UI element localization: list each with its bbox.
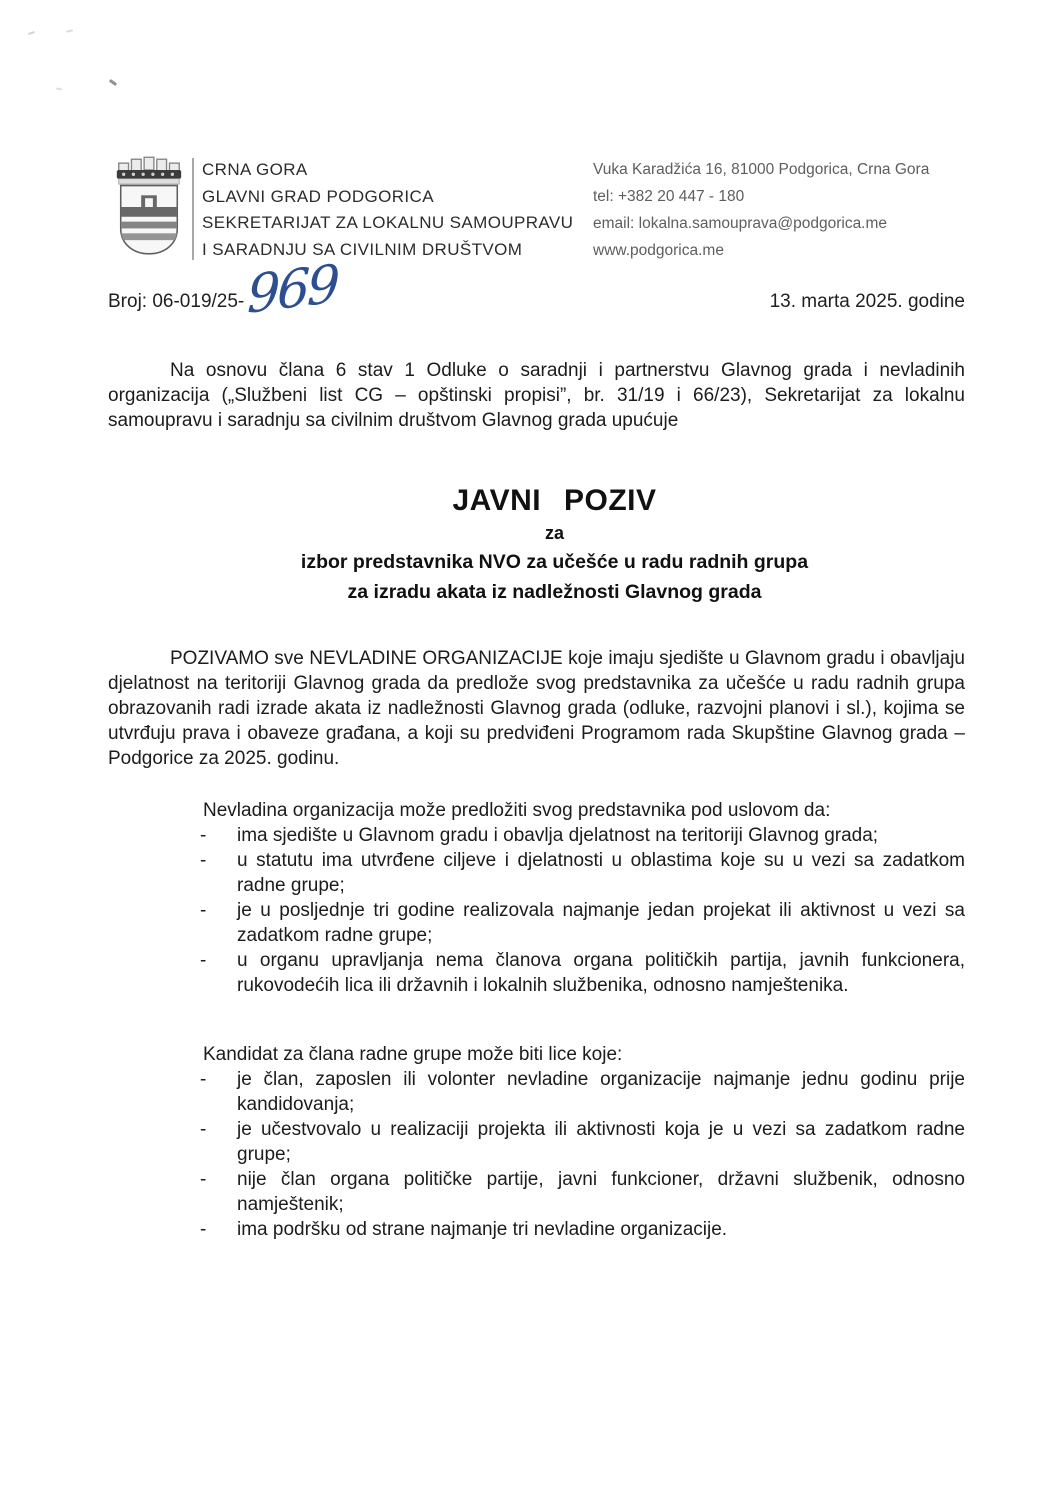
contact-website: www.podgorica.me: [593, 242, 724, 259]
list-item-text: nije član organa političke partije, javni funkcioner, državni službenik, odnosno namještenik;: [237, 1169, 965, 1215]
org-country: CRNA GORA: [202, 160, 308, 179]
document-title: JAVNI POZIV: [452, 484, 657, 517]
document-title-line3: izbor predstavnika NVO za učešće u radu radnih grupa: [300, 551, 809, 573]
coat-of-arms-icon: [110, 152, 188, 267]
list-item-text: u organu upravljanja nema članova organa političkih partija, javnih funkcionera, rukovodećih lica ili državnih i lokalnih službenika, odnosno namještenika.: [237, 950, 965, 996]
contact-address: Vuka Karadžića 16, 81000 Podgorica, Crna Gora: [593, 161, 930, 178]
list-marker: -: [200, 1169, 207, 1190]
document-title-line2: za: [544, 523, 564, 543]
list-item-text: ima sjedište u Glavnom gradu i obavlja djelatnost na teritoriji Glavnog grada;: [237, 825, 879, 846]
list-marker: -: [200, 1069, 207, 1090]
list-marker: -: [200, 1119, 207, 1140]
list-item: [197, 898, 965, 948]
org-secretariat-line1: SEKRETARIJAT ZA LOKALNU SAMOUPRAVU: [202, 213, 574, 232]
scan-speck: [56, 87, 62, 90]
list-item-text: je član, zaposlen ili volonter nevladine organizacije najmanje jednu godinu prije kandidovanja;: [237, 1069, 965, 1115]
list-marker: -: [200, 825, 207, 846]
list-marker: -: [200, 950, 207, 971]
list-marker: -: [200, 850, 207, 871]
reference-number-label: Broj: 06-019/25-: [108, 291, 245, 312]
list-item: [197, 1167, 965, 1217]
list-item: [197, 823, 965, 848]
list-item: [197, 1117, 965, 1167]
list-item-text: je učestvovalo u realizaciji projekta ili aktivnosti koja je u vezi sa zadatkom radne grupe;: [237, 1119, 965, 1165]
list-item: [197, 948, 965, 998]
scan-speck: [28, 31, 35, 35]
list-item-text: u statutu ima utvrđene ciljeve i djelatnosti u oblastima koje su u vezi sa zadatkom radne grupe;: [237, 850, 965, 896]
ngo-conditions-section: [197, 798, 965, 998]
letterhead-contact: [593, 156, 929, 264]
candidate-conditions-intro: Kandidat za člana radne grupe može biti lice koje:: [203, 1044, 623, 1065]
contact-email: email: lokalna.samouprava@podgorica.me: [593, 215, 888, 232]
call-body-paragraph: POZIVAMO sve NEVLADINE ORGANIZACIJE koje imaju sjedište u Glavnom gradu i obavljaju djelatnost na teritoriji Glavnog grada da predlože svog predstavnika za učešće u radu radnih grupa obrazovanih radi izrade akata iz nadležnosti Glavnog grada (odluke, razvojni planovi i sl.), kojima se utvrđuju prava i obaveze građana, a koji su predviđeni Programom rada Skupštine Glavnog grada – Podgorice za 2025. godinu.: [108, 648, 965, 769]
list-item-text: je u posljednje tri godine realizovala najmanje jedan projekat ili aktivnost u vezi sa zadatkom radne grupe;: [237, 900, 965, 946]
legal-basis-paragraph: Na osnovu člana 6 stav 1 Odluke o saradnji i partnerstvu Glavnog grada i nevladinih organizacija („Službeni list CG – opštinski propisi”, br. 31/19 i 66/23), Sekretarijat za lokalnu samoupravu i saradnju sa civilnim društvom Glavnog grada upućuje: [108, 360, 965, 431]
list-marker: -: [200, 1219, 207, 1240]
document-title-line4: za izradu akata iz nadležnosti Glavnog grada: [347, 581, 762, 603]
list-marker: -: [200, 900, 207, 921]
handwritten-reference-number: 969: [246, 254, 339, 326]
org-secretariat-line2: I SARADNJU SA CIVILNIM DRUŠTVOM: [202, 239, 523, 259]
list-item: [197, 848, 965, 898]
list-item: [197, 1217, 965, 1242]
document-title-block: [126, 485, 983, 607]
contact-phone: tel: +382 20 447 - 180: [593, 188, 745, 205]
document-date: 13. marta 2025. godine: [769, 291, 965, 312]
letterhead-organization: [202, 157, 573, 263]
candidate-conditions-section: [197, 1042, 965, 1242]
scan-speck: [109, 79, 117, 86]
scan-speck: [66, 29, 73, 32]
reference-row: [108, 254, 965, 326]
org-city: GLAVNI GRAD PODGORICA: [202, 186, 434, 206]
ngo-conditions-intro: Nevladina organizacija može predložiti svog predstavnika pod uslovom da:: [203, 800, 831, 821]
list-item: [197, 1067, 965, 1117]
header-divider: [192, 158, 194, 260]
list-item-text: ima podršku od strane najmanje tri nevladine organizacije.: [237, 1219, 728, 1240]
